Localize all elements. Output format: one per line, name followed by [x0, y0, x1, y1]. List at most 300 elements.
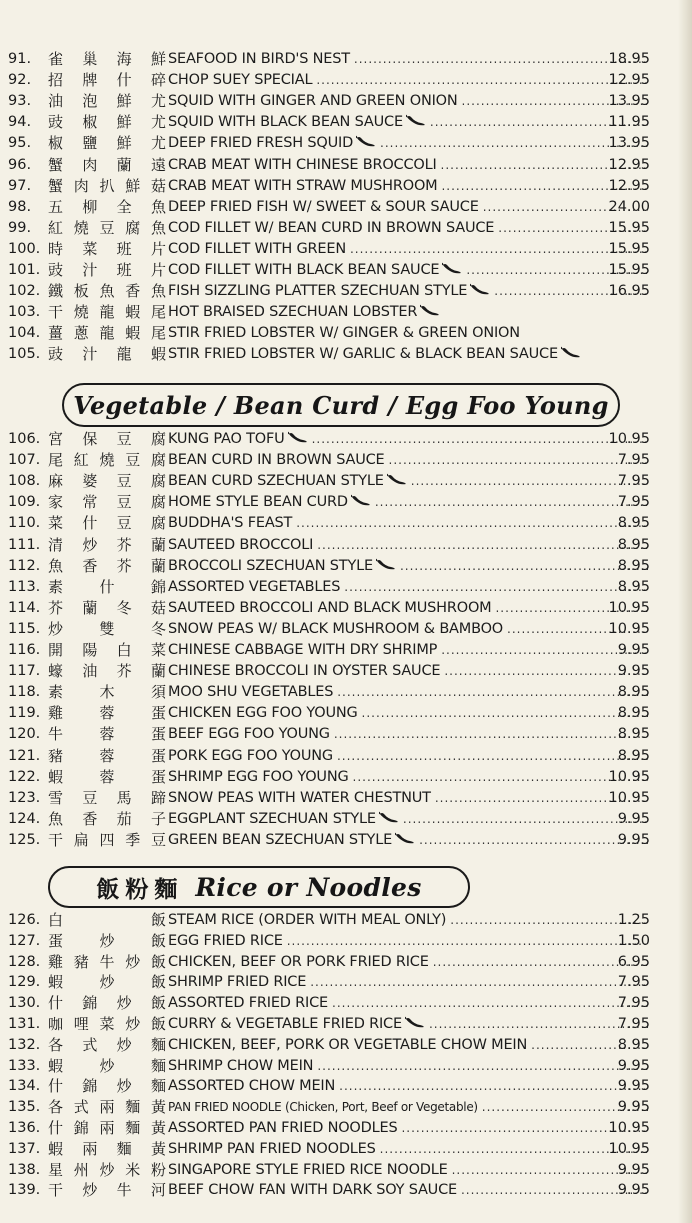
item-number: 126.	[8, 912, 41, 928]
item-chinese-name: 各 式 兩 麵 黃	[48, 1098, 166, 1117]
item-price: 15.95	[608, 240, 650, 257]
item-price: 9.95	[617, 1057, 650, 1074]
item-price: 7.95	[617, 494, 650, 511]
item-number: 116.	[8, 642, 41, 658]
item-description	[168, 450, 652, 471]
item-chinese-name: 椒 鹽 鮮 尤	[48, 134, 166, 153]
item-price: 8.95	[617, 578, 650, 595]
menu-item-row	[0, 197, 692, 218]
menu-item-row	[0, 1180, 692, 1201]
item-number: 95.	[8, 135, 32, 152]
item-price: 8.95	[617, 536, 650, 553]
menu-item-row	[0, 993, 692, 1014]
menu-item-row	[0, 429, 692, 450]
item-number: 96.	[8, 156, 32, 173]
item-chinese-name: 魚 香 茄 子	[48, 809, 166, 828]
item-price: 8.95	[617, 557, 650, 574]
item-chinese-name: 蠔 油 芥 蘭	[48, 662, 166, 681]
item-english-name: SNOW PEAS WITH WATER CHESTNUT	[168, 789, 431, 806]
item-price: 9.95	[617, 1182, 650, 1199]
item-number: 122.	[8, 768, 41, 785]
hot-pepper-icon	[470, 281, 490, 302]
item-price: 8.95	[617, 684, 650, 701]
hot-pepper-icon	[561, 344, 581, 365]
item-number: 102.	[8, 283, 41, 300]
menu-item-row	[0, 133, 692, 154]
item-description	[168, 972, 652, 993]
item-english-name: BEEF CHOW FAN WITH DARK SOY SAUCE	[168, 1182, 457, 1199]
menu-item-row	[0, 767, 692, 788]
menu-item-row	[0, 70, 692, 91]
item-description	[168, 302, 652, 323]
item-number: 138.	[8, 1161, 41, 1178]
item-english-name: CRAB MEAT WITH CHINESE BROCCOLI	[168, 156, 437, 173]
item-english-name: STIR FRIED LOBSTER W/ GARLIC & BLACK BEAN SAUCE	[168, 346, 558, 363]
menu-item-row	[0, 724, 692, 745]
menu-item-row	[0, 1139, 692, 1160]
item-chinese-name: 豬 蓉 蛋	[48, 746, 166, 765]
item-chinese-name: 蝦 蓉 蛋	[48, 767, 166, 786]
item-english-name: KUNG PAO TOFU	[168, 431, 285, 447]
item-price: 10.95	[608, 620, 650, 637]
item-chinese-name: 五 柳 全 魚	[48, 197, 166, 216]
item-chinese-name: 宮 保 豆 腐	[48, 430, 166, 448]
item-price: 12.95	[608, 156, 650, 173]
item-description	[168, 70, 652, 91]
item-description	[168, 260, 652, 281]
item-number: 134.	[8, 1078, 41, 1095]
menu-item-row	[0, 682, 692, 703]
hot-pepper-icon	[356, 133, 376, 154]
item-number: 92.	[8, 72, 32, 89]
item-english-name: BEAN CURD IN BROWN SAUCE	[168, 452, 385, 469]
item-chinese-name: 蝦 炒 麵	[48, 1056, 166, 1075]
item-english-name: SNOW PEAS W/ BLACK MUSHROOM & BAMBOO	[168, 620, 504, 637]
item-description	[168, 598, 652, 619]
item-number: 97.	[8, 177, 32, 194]
item-price: 8.95	[617, 747, 650, 764]
menu-item-row	[0, 239, 692, 260]
item-chinese-name: 芥 蘭 冬 菇	[48, 598, 166, 617]
item-description	[168, 1180, 652, 1201]
item-english-name: HOME STYLE BEAN CURD	[168, 494, 348, 511]
menu-item-row	[0, 619, 692, 640]
item-price: 7.95	[617, 995, 650, 1012]
item-price: 12.95	[608, 177, 650, 194]
item-description	[168, 931, 652, 952]
menu-item-row	[0, 1097, 692, 1118]
hot-pepper-icon	[406, 112, 426, 133]
item-chinese-name: 開 陽 白 菜	[48, 641, 166, 659]
item-description	[168, 577, 652, 598]
item-number: 135.	[8, 1099, 41, 1116]
item-description	[168, 1097, 652, 1118]
item-english-name: FISH SIZZLING PLATTER SZECHUAN STYLE	[168, 283, 468, 300]
item-price: 9.95	[617, 1161, 650, 1178]
menu-item-row	[0, 450, 692, 471]
item-price: 7.95	[617, 452, 650, 469]
item-english-name: SAUTEED BROCCOLI AND BLACK MUSHROOM	[168, 599, 492, 616]
menu-item-row	[0, 49, 692, 70]
item-english-name: EGG FRIED RICE	[168, 932, 283, 949]
item-chinese-name: 蝦 炒 飯	[48, 973, 166, 992]
item-description	[168, 703, 652, 724]
item-english-name: DEEP FRIED FRESH SQUID	[168, 135, 354, 152]
menu-item-row	[0, 344, 692, 365]
menu-item-row	[0, 513, 692, 534]
item-english-name: ASSORTED FRIED RICE	[168, 995, 329, 1012]
item-english-name: ASSORTED PAN FRIED NOODLES	[168, 1120, 398, 1136]
menu-item-row	[0, 1014, 692, 1035]
item-chinese-name: 什 錦 炒 麵	[48, 1077, 166, 1096]
item-english-name: SINGAPORE STYLE FRIED RICE NOODLE	[168, 1161, 448, 1178]
item-price: 13.95	[608, 93, 650, 110]
menu-item-row	[0, 640, 692, 661]
item-number: 111.	[8, 536, 41, 553]
item-description	[168, 112, 652, 133]
item-price: 10.95	[608, 1120, 650, 1136]
item-number: 136.	[8, 1120, 41, 1136]
item-price: 7.95	[617, 1016, 650, 1032]
item-english-name: SQUID WITH GINGER AND GREEN ONION	[168, 93, 458, 110]
item-chinese-name: 干 炒 牛 河	[48, 1181, 166, 1200]
item-english-name: PAN FRIED NOODLE (Chicken, Port, Beef or Vegetable)	[168, 1100, 478, 1115]
item-description	[168, 218, 652, 239]
item-price: 9.95	[617, 810, 650, 827]
item-description	[168, 619, 652, 640]
item-chinese-name: 鐵 板 魚 香 魚	[48, 282, 166, 301]
item-price: 9.95	[617, 1099, 650, 1116]
item-chinese-name: 豉 汁 班 片	[48, 261, 166, 279]
item-description	[168, 155, 652, 176]
item-number: 100.	[8, 240, 41, 257]
item-chinese-name: 什 錦 兩 麵 黃	[48, 1119, 166, 1137]
item-number: 115.	[8, 620, 41, 637]
menu-item-row	[0, 302, 692, 323]
item-english-name: CHINESE CABBAGE WITH DRY SHRIMP	[168, 642, 438, 658]
item-number: 130.	[8, 995, 41, 1012]
menu-item-row	[0, 1056, 692, 1077]
item-description	[168, 830, 652, 851]
rice-section-header	[48, 866, 470, 908]
hot-pepper-icon	[379, 809, 399, 830]
item-chinese-name: 蟹 肉 扒 鮮 菇	[48, 176, 166, 195]
menu-item-row	[0, 788, 692, 809]
item-description	[168, 133, 652, 154]
item-english-name: BROCCOLI SZECHUAN STYLE	[168, 557, 373, 574]
item-english-name: COD FILLET WITH GREEN	[168, 240, 346, 257]
item-english-name: SEAFOOD IN BIRD'S NEST	[168, 51, 350, 67]
item-number: 120.	[8, 726, 41, 743]
item-english-name: STIR FRIED LOBSTER W/ GINGER & GREEN ONION	[168, 325, 520, 342]
item-number: 119.	[8, 705, 41, 722]
item-chinese-name: 星 州 炒 米 粉	[48, 1160, 166, 1179]
item-description	[168, 1014, 652, 1035]
item-chinese-name: 炒 雙 冬	[48, 619, 166, 638]
item-description	[168, 197, 652, 218]
item-english-name: SHRIMP CHOW MEIN	[168, 1057, 314, 1074]
item-description	[168, 1076, 652, 1097]
item-price: 16.95	[608, 283, 650, 300]
item-description	[168, 1139, 652, 1160]
item-description	[168, 1035, 652, 1056]
item-chinese-name: 牛 蓉 蛋	[48, 725, 166, 744]
item-english-name: SAUTEED BROCCOLI	[168, 536, 314, 553]
item-description	[168, 767, 652, 788]
menu-item-row	[0, 746, 692, 767]
item-number: 133.	[8, 1057, 41, 1074]
item-price: 1.25	[617, 912, 650, 928]
item-price: 9.95	[617, 831, 650, 848]
item-english-name: EGGPLANT SZECHUAN STYLE	[168, 810, 376, 827]
item-chinese-name: 咖 哩 菜 炒 飯	[48, 1015, 166, 1033]
menu-item-row	[0, 492, 692, 513]
item-price: 10.95	[608, 599, 650, 616]
item-chinese-name: 雞 蓉 蛋	[48, 704, 166, 723]
item-number: 118.	[8, 684, 41, 701]
item-number: 131.	[8, 1016, 41, 1032]
item-description	[168, 513, 652, 534]
item-number: 103.	[8, 304, 41, 321]
item-number: 98.	[8, 198, 32, 215]
item-english-name: CHICKEN, BEEF OR PORK FRIED RICE	[168, 953, 429, 970]
item-english-name: CHICKEN, BEEF, PORK OR VEGETABLE CHOW MEIN	[168, 1036, 528, 1053]
item-english-name: DEEP FRIED FISH W/ SWEET & SOUR SAUCE	[168, 198, 479, 215]
item-number: 99.	[8, 219, 32, 236]
menu-item-row	[0, 703, 692, 724]
item-description	[168, 471, 652, 492]
item-english-name: PORK EGG FOO YOUNG	[168, 747, 333, 764]
item-description	[168, 1056, 652, 1077]
vegetable-section-header	[62, 383, 620, 427]
item-description	[168, 952, 652, 973]
item-description	[168, 1160, 652, 1181]
menu-item-row	[0, 661, 692, 682]
menu-item-row	[0, 281, 692, 302]
item-english-name: SHRIMP EGG FOO YOUNG	[168, 768, 349, 785]
item-number: 91.	[8, 51, 32, 67]
item-description	[168, 1118, 652, 1139]
item-chinese-name: 紅 燒 豆 腐 魚	[48, 218, 166, 237]
rice-header-title: Rice or Noodles	[195, 872, 422, 902]
item-english-name: COD FILLET W/ BEAN CURD IN BROWN SAUCE	[168, 219, 495, 236]
item-english-name: BEAN CURD SZECHUAN STYLE	[168, 473, 384, 490]
item-chinese-name: 豉 椒 鮮 尤	[48, 113, 166, 132]
item-number: 106.	[8, 431, 41, 447]
menu-item-row	[0, 1035, 692, 1056]
item-chinese-name: 麻 婆 豆 腐	[48, 472, 166, 491]
item-description	[168, 239, 652, 260]
item-description	[168, 640, 652, 661]
item-price: 1.50	[617, 932, 650, 949]
item-chinese-name: 各 式 炒 麵	[48, 1035, 166, 1054]
item-chinese-name: 蟹 肉 蘭 遠	[48, 155, 166, 174]
menu-item-row	[0, 218, 692, 239]
item-price: 10.95	[608, 768, 650, 785]
item-english-name: ASSORTED CHOW MEIN	[168, 1078, 336, 1095]
hot-pepper-icon	[351, 492, 371, 513]
item-description	[168, 809, 652, 830]
item-price: 15.95	[608, 219, 650, 236]
menu-item-row	[0, 931, 692, 952]
item-chinese-name: 家 常 豆 腐	[48, 493, 166, 512]
item-english-name: CHICKEN EGG FOO YOUNG	[168, 705, 358, 722]
item-english-name: CHINESE BROCCOLI IN OYSTER SAUCE	[168, 663, 441, 680]
item-english-name: BEEF EGG FOO YOUNG	[168, 726, 330, 743]
item-description	[168, 535, 652, 556]
item-english-name: CRAB MEAT WITH STRAW MUSHROOM	[168, 177, 438, 194]
hot-pepper-icon	[442, 260, 462, 281]
item-description	[168, 323, 652, 344]
menu-item-row	[0, 577, 692, 598]
item-description	[168, 682, 652, 703]
item-number: 94.	[8, 114, 32, 131]
menu-item-row	[0, 598, 692, 619]
item-chinese-name: 白 飯	[48, 911, 166, 929]
item-chinese-name: 招 牌 什 碎	[48, 71, 166, 90]
item-english-name: BUDDHA'S FEAST	[168, 515, 293, 532]
item-price: 8.95	[617, 1036, 650, 1053]
item-english-name: COD FILLET WITH BLACK BEAN SAUCE	[168, 262, 440, 278]
item-price: 8.95	[617, 726, 650, 743]
item-price: 24.00	[608, 198, 650, 215]
item-number: 109.	[8, 494, 41, 511]
menu-item-row	[0, 1118, 692, 1139]
item-price: 11.95	[608, 114, 650, 131]
menu-item-row	[0, 952, 692, 973]
item-chinese-name: 干 扁 四 季 豆	[48, 830, 166, 849]
item-description	[168, 492, 652, 513]
item-chinese-name: 什 錦 炒 飯	[48, 994, 166, 1013]
item-description	[168, 788, 652, 809]
item-price: 9.95	[617, 1078, 650, 1095]
item-english-name: ASSORTED VEGETABLES	[168, 578, 341, 595]
item-number: 105.	[8, 346, 41, 363]
item-chinese-name: 素 什 錦	[48, 577, 166, 596]
item-number: 113.	[8, 578, 41, 595]
item-price: 10.95	[608, 789, 650, 806]
item-number: 104.	[8, 325, 41, 342]
item-description	[168, 344, 652, 365]
item-description	[168, 910, 652, 931]
item-number: 125.	[8, 831, 41, 848]
item-english-name: SHRIMP FRIED RICE	[168, 974, 307, 991]
hot-pepper-icon	[395, 830, 415, 851]
item-chinese-name: 蛋 炒 飯	[48, 931, 166, 950]
item-chinese-name: 油 泡 鮮 尤	[48, 92, 166, 111]
item-chinese-name: 魚 香 芥 蘭	[48, 556, 166, 575]
menu-item-row	[0, 176, 692, 197]
item-description	[168, 49, 652, 70]
item-price: 9.95	[617, 642, 650, 658]
item-chinese-name: 雀 巢 海 鮮	[48, 50, 166, 68]
item-number: 139.	[8, 1182, 41, 1199]
item-price: 6.95	[617, 953, 650, 970]
item-english-name: GREEN BEAN SZECHUAN STYLE	[168, 831, 393, 848]
item-price: 10.95	[608, 1140, 650, 1157]
item-chinese-name: 菜 什 豆 腐	[48, 514, 166, 533]
item-price: 12.95	[608, 72, 650, 89]
item-price: 13.95	[608, 135, 650, 152]
menu-item-row	[0, 91, 692, 112]
item-english-name: SQUID WITH BLACK BEAN SAUCE	[168, 114, 403, 131]
menu-item-row	[0, 471, 692, 492]
hot-pepper-icon	[376, 556, 396, 577]
menu-item-row	[0, 910, 692, 931]
item-chinese-name: 雪 豆 馬 蹄	[48, 788, 166, 807]
item-english-name: SHRIMP PAN FRIED NOODLES	[168, 1140, 376, 1157]
menu-item-row	[0, 809, 692, 830]
item-chinese-name: 干 燒 龍 蝦 尾	[48, 303, 166, 322]
item-chinese-name: 時 菜 班 片	[48, 239, 166, 258]
item-number: 101.	[8, 262, 41, 278]
item-price: 10.95	[608, 431, 650, 447]
item-chinese-name: 素 木 須	[48, 683, 166, 702]
item-number: 114.	[8, 599, 41, 616]
item-price: 8.95	[617, 705, 650, 722]
item-number: 107.	[8, 452, 41, 469]
item-number: 124.	[8, 810, 41, 827]
menu-item-row	[0, 155, 692, 176]
item-chinese-name: 蝦 兩 麵 黃	[48, 1139, 166, 1158]
item-english-name: STEAM RICE (ORDER WITH MEAL ONLY)	[168, 912, 447, 928]
item-price: 7.95	[617, 473, 650, 490]
menu-item-row	[0, 972, 692, 993]
item-description	[168, 661, 652, 682]
menu-item-row	[0, 323, 692, 344]
hot-pepper-icon	[405, 1014, 425, 1035]
item-description	[168, 91, 652, 112]
rice-header-chinese: 飯粉麵	[96, 876, 184, 903]
vegetable-header-title: Vegetable / Bean Curd / Egg Foo Young	[73, 390, 609, 420]
item-number: 110.	[8, 515, 41, 532]
item-description	[168, 724, 652, 745]
item-english-name: CURRY & VEGETABLE FRIED RICE	[168, 1016, 402, 1032]
item-chinese-name: 豉 汁 龍 蝦	[48, 345, 166, 364]
item-number: 93.	[8, 93, 32, 110]
item-number: 123.	[8, 789, 41, 806]
item-number: 137.	[8, 1140, 41, 1157]
menu-item-row	[0, 535, 692, 556]
item-number: 127.	[8, 932, 41, 949]
item-description	[168, 281, 652, 302]
menu-item-row	[0, 260, 692, 281]
hot-pepper-icon	[288, 429, 308, 450]
item-number: 132.	[8, 1036, 41, 1053]
hot-pepper-icon	[387, 471, 407, 492]
menu-item-row	[0, 112, 692, 133]
item-price: 18.95	[608, 51, 650, 67]
item-number: 117.	[8, 663, 41, 680]
item-number: 108.	[8, 473, 41, 490]
item-english-name: MOO SHU VEGETABLES	[168, 684, 334, 701]
item-price: 9.95	[617, 663, 650, 680]
item-description	[168, 746, 652, 767]
item-price: 8.95	[617, 515, 650, 532]
menu-item-row	[0, 830, 692, 851]
item-price: 7.95	[617, 974, 650, 991]
item-chinese-name: 尾 紅 燒 豆 腐	[48, 451, 166, 470]
item-chinese-name: 雞 豬 牛 炒 飯	[48, 952, 166, 971]
item-description	[168, 993, 652, 1014]
item-chinese-name: 薑 蔥 龍 蝦 尾	[48, 324, 166, 343]
menu-item-row	[0, 556, 692, 577]
item-english-name: CHOP SUEY SPECIAL	[168, 72, 313, 89]
item-description	[168, 556, 652, 577]
item-english-name: HOT BRAISED SZECHUAN LOBSTER	[168, 304, 418, 321]
item-number: 128.	[8, 953, 41, 970]
item-number: 112.	[8, 557, 41, 574]
